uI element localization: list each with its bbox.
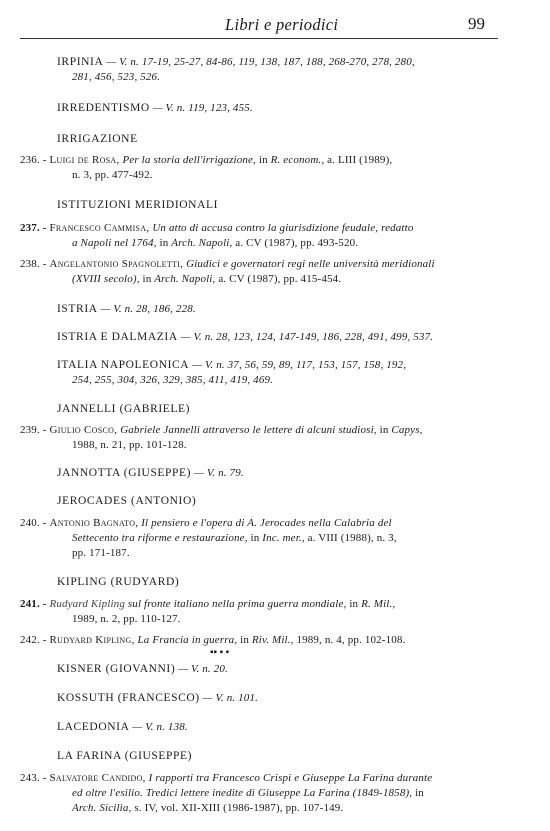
entry-number: 236. - xyxy=(20,154,47,166)
entry-title: Giudici e governatori regi nelle università meridionali xyxy=(186,258,435,270)
entry-journal: Arch. Napoli, xyxy=(154,273,216,285)
entry-238 xyxy=(20,258,435,270)
entry-237 xyxy=(20,222,414,234)
heading-istria: ISTRIA xyxy=(57,303,98,315)
cross-ref: — V. n. 101. xyxy=(202,692,259,704)
heading-jannotta: JANNOTTA (GIUSEPPE) xyxy=(57,467,192,479)
entry-journal: Arch. Sicilia, xyxy=(72,802,132,814)
cross-ref-cont: 281, 456, 523, 526. xyxy=(72,71,161,83)
entry-text: in xyxy=(415,787,424,799)
entry-text: in xyxy=(349,598,359,610)
entry-jannotta xyxy=(57,467,244,479)
entry-240-cont xyxy=(72,532,397,544)
entry-number: 239. - xyxy=(20,424,47,436)
entry-istria-dalmazia xyxy=(57,331,433,343)
entry-details: 1989, n. 4, pp. 102-108. xyxy=(296,634,406,646)
entry-title: Un atto di accusa contro la giurisdizione feudale, redatto xyxy=(152,222,414,234)
heading-irpinia: IRPINIA xyxy=(57,56,104,68)
entry-journal: R. Mil., xyxy=(361,598,396,610)
entry-author: Salvatore Candido, xyxy=(49,772,146,784)
entry-title: Il pensiero e l'opera di A. Jerocades nella Calabria del xyxy=(141,517,392,529)
entry-author: Francesco Cammisa, xyxy=(49,222,150,234)
print-smudge: ▪▪ ▪ ▪ xyxy=(210,647,230,658)
entry-236-cont: n. 3, pp. 477-492. xyxy=(72,169,153,181)
entry-author: Giulio Cosco, xyxy=(49,424,118,436)
entry-author: Antonio Bagnato, xyxy=(49,517,139,529)
heading-irredentismo: IRREDENTISMO xyxy=(57,102,150,114)
page-number: 99 xyxy=(468,14,485,33)
entry-irpinia xyxy=(57,56,415,68)
entry-journal: Arch. Napoli, xyxy=(171,237,233,249)
entry-number: 237. - xyxy=(20,222,47,234)
cross-ref: — V. n. 138. xyxy=(132,721,188,733)
entry-number: 240. - xyxy=(20,517,47,529)
entry-243-cont2 xyxy=(72,802,343,814)
entry-242 xyxy=(20,634,405,646)
cross-ref: — V. n. 28, 186, 228. xyxy=(100,303,196,315)
entry-kossuth xyxy=(57,692,258,704)
entry-text: in xyxy=(159,237,169,249)
entry-kisner xyxy=(57,663,228,675)
heading-jannelli: JANNELLI (GABRIELE) xyxy=(57,403,191,415)
entry-title: sul fronte italiano nella prima guerra mondiale, xyxy=(127,598,347,610)
entry-239-cont: 1988, n. 21, pp. 101-128. xyxy=(72,439,187,451)
entry-author: Rudyard Kipling, xyxy=(49,634,135,646)
entry-text: in xyxy=(379,424,389,436)
heading-kossuth: KOSSUTH (FRANCESCO) xyxy=(57,692,200,704)
entry-238-cont xyxy=(72,273,341,285)
entry-241 xyxy=(20,598,395,610)
heading-kisner: KISNER (GIOVANNI) xyxy=(57,663,176,675)
page-header xyxy=(20,14,498,39)
entry-title: Per la storia dell'irrigazione, xyxy=(122,154,256,166)
entry-details: a. LIII (1989), xyxy=(327,154,393,166)
entry-author: Luigi de Rosa, xyxy=(49,154,120,166)
cross-ref: — V. n. 28, 123, 124, 147-149, 186, 228, 491, 499, 537. xyxy=(180,331,434,343)
heading-la-farina: LA FARINA (GIUSEPPE) xyxy=(57,750,193,762)
entry-243 xyxy=(20,772,432,784)
entry-journal: R. econom., xyxy=(270,154,325,166)
cross-ref: — V. n. 37, 56, 59, 89, 117, 153, 157, 158, 192, xyxy=(192,359,407,371)
entry-title: Gabriele Jannelli attraverso le lettere di alcuni studiosi, xyxy=(120,424,377,436)
heading-irrigazione: IRRIGAZIONE xyxy=(57,133,138,145)
heading-kipling: KIPLING (RUDYARD) xyxy=(57,576,180,588)
entry-lacedonia xyxy=(57,721,188,733)
entry-text: in xyxy=(258,154,268,166)
cross-ref: — V. n. 17-19, 25-27, 84-86, 119, 138, 187, 188, 268-270, 278, 280, xyxy=(106,56,415,68)
heading-istria-dalmazia: ISTRIA E DALMAZIA xyxy=(57,331,178,343)
entry-author: Angelantonio Spagnoletti, xyxy=(49,258,184,270)
entry-number: 243. - xyxy=(20,772,47,784)
entry-240-cont2: pp. 171-187. xyxy=(72,547,130,559)
entry-number: 238. - xyxy=(20,258,47,270)
entry-title-cont: (XVIII secolo), xyxy=(72,273,140,285)
entry-title: I rapporti tra Francesco Crispi e Giuseppe La Farina durante xyxy=(148,772,433,784)
running-title: Libri e periodici xyxy=(225,15,339,34)
entry-italia-napoleonica xyxy=(57,359,406,371)
entry-title-cont: Settecento tra riforme e restaurazione, xyxy=(72,532,248,544)
entry-243-cont xyxy=(72,787,424,799)
entry-details: a. VIII (1988), n. 3, xyxy=(307,532,397,544)
entry-text: in xyxy=(250,532,260,544)
entry-text: in xyxy=(240,634,250,646)
entry-details: a. CV (1987), pp. 415-454. xyxy=(218,273,342,285)
entry-details: a. CV (1987), pp. 493-520. xyxy=(235,237,359,249)
entry-journal: Riv. Mil., xyxy=(251,634,294,646)
heading-istituzioni-meridionali: ISTITUZIONI MERIDIONALI xyxy=(57,199,219,211)
cross-ref-cont: 254, 255, 304, 326, 329, 385, 411, 419, 469. xyxy=(72,374,274,386)
cross-ref: — V. n. 79. xyxy=(194,467,244,479)
entry-title: La Francia in guerra, xyxy=(137,634,238,646)
entry-details: s. IV, vol. XII-XIII (1986-1987), pp. 107-149. xyxy=(134,802,344,814)
entry-number: 242. - xyxy=(20,634,47,646)
cross-ref: — V. n. 20. xyxy=(178,663,228,675)
entry-236 xyxy=(20,154,392,166)
entry-title-cont: a Napoli nel 1764, xyxy=(72,237,157,249)
entry-title-subject: Rudyard Kipling xyxy=(49,598,125,610)
entry-241-cont: 1989, n. 2, pp. 110-127. xyxy=(72,613,181,625)
entry-number: 241. - xyxy=(20,598,47,610)
cross-ref: — V. n. 119, 123, 455. xyxy=(152,102,253,114)
heading-lacedonia: LACEDONIA xyxy=(57,721,130,733)
entry-title-cont: ed oltre l'esilio. Tredici lettere inedite di Giuseppe La Farina (1849-1858), xyxy=(72,787,413,799)
entry-journal: Inc. mer., xyxy=(262,532,305,544)
entry-240 xyxy=(20,517,392,529)
entry-text: in xyxy=(142,273,152,285)
entry-istria xyxy=(57,303,196,315)
entry-239 xyxy=(20,424,423,436)
heading-jerocades: JEROCADES (ANTONIO) xyxy=(57,495,197,507)
entry-irredentismo xyxy=(57,102,253,114)
entry-237-cont xyxy=(72,237,358,249)
heading-italia-napoleonica: ITALIA NAPOLEONICA xyxy=(57,359,190,371)
entry-journal: Capys, xyxy=(391,424,423,436)
